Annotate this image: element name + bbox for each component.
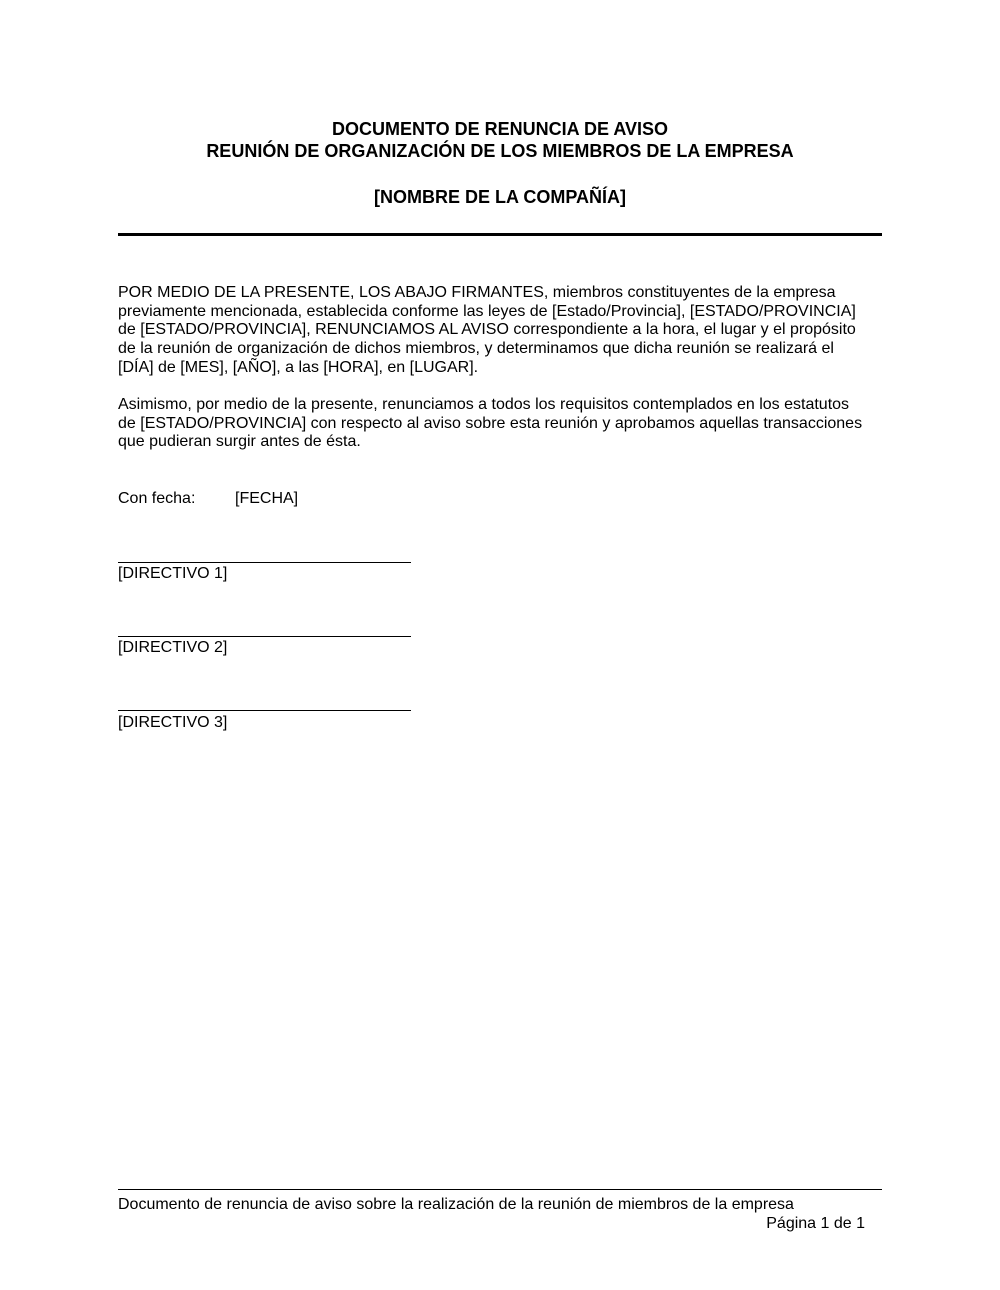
signatory-name: [DIRECTIVO 3] — [118, 714, 228, 731]
paragraph-line: [DÍA] de [MES], [AÑO], a las [HORA], en [LUGAR]. — [118, 358, 479, 376]
signatory-name: [DIRECTIVO 2] — [118, 639, 228, 656]
paragraph-line: de [ESTADO/PROVINCIA] con respecto al aviso sobre esta reunión y aprobamos aquellas transacciones — [118, 414, 863, 432]
paragraph-line: Asimismo, por medio de la presente, renunciamos a todos los requisitos contemplados en los estatutos — [118, 396, 850, 413]
date-value: [FECHA] — [235, 490, 299, 507]
paragraph-line: previamente mencionada, establecida conforme las leyes de [Estado/Provincia], [ESTADO/PROVINCIA] — [118, 302, 856, 320]
date-label: Con fecha: — [118, 490, 196, 507]
signatory-name: [DIRECTIVO 1] — [118, 565, 228, 582]
footer-divider — [118, 1189, 882, 1190]
paragraph-line: de [ESTADO/PROVINCIA], RENUNCIAMOS AL AVISO correspondiente a la hora, el lugar y el propósito — [118, 321, 856, 339]
document-title: DOCUMENTO DE RENUNCIA DE AVISO — [331, 119, 669, 139]
company-name: [NOMBRE DE LA COMPAÑÍA] — [374, 187, 626, 207]
paragraph-line: de la reunión de organización de dichos miembros, y determinamos que dicha reunión se realizará el — [118, 340, 834, 358]
signature-line — [118, 636, 411, 637]
signature-line — [118, 562, 411, 563]
header-divider — [118, 233, 882, 236]
document-subtitle: REUNIÓN DE ORGANIZACIÓN DE LOS MIEMBROS DE LA EMPRESA — [206, 141, 794, 161]
signature-line — [118, 710, 411, 711]
page-number: Página 1 de 1 — [766, 1215, 865, 1232]
footer-text: Documento de renuncia de aviso sobre la realización de la reunión de miembros de la empresa — [118, 1196, 794, 1213]
paragraph-line: POR MEDIO DE LA PRESENTE, LOS ABAJO FIRMANTES, miembros constituyentes de la empresa — [118, 284, 836, 301]
paragraph-line: que pudieran surgir antes de ésta. — [118, 433, 361, 451]
